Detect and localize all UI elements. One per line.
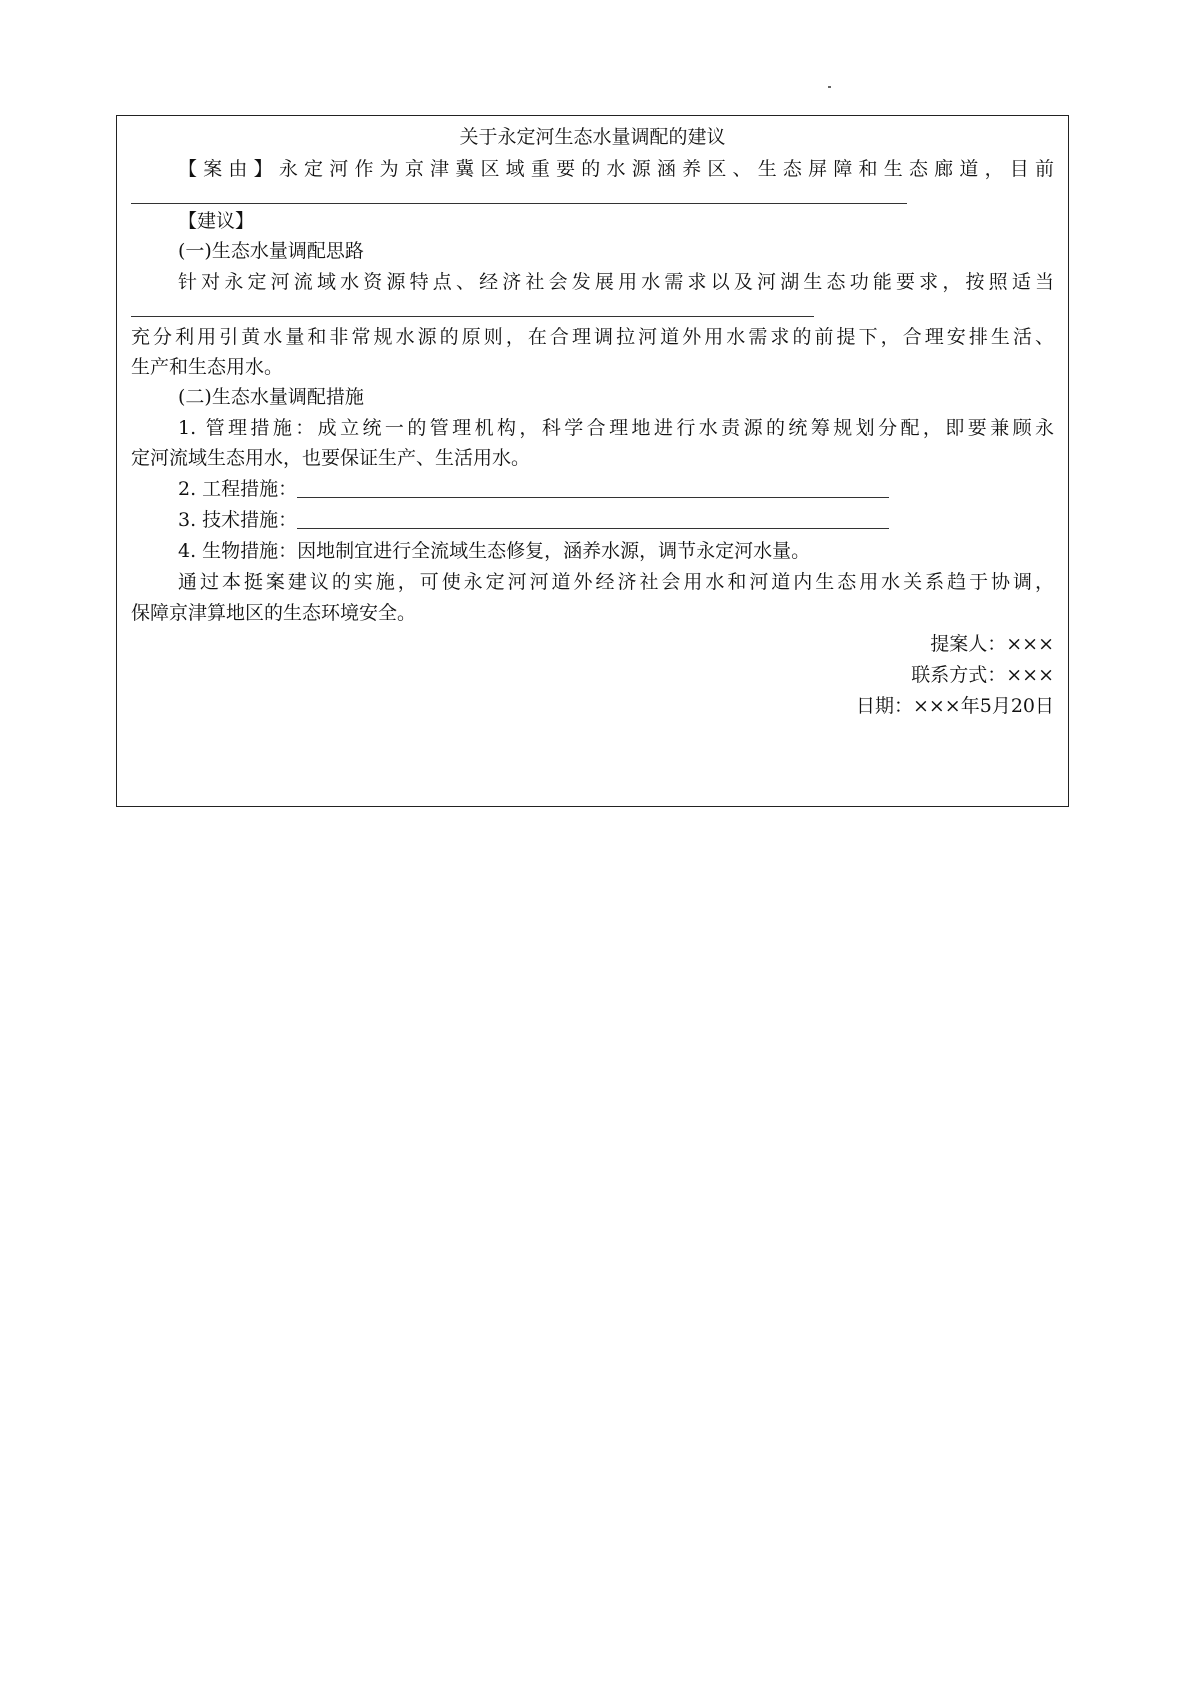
section2-heading: (二)生态水量调配措施 bbox=[178, 386, 364, 408]
section1-paragraph-line3: 生产和生态用水。 bbox=[131, 356, 284, 378]
measure2-label: 2. 工程措施： bbox=[178, 478, 298, 500]
scan-dot bbox=[828, 86, 831, 88]
proposer-line: 提案人：××× bbox=[930, 633, 1054, 655]
section1-fill-line bbox=[131, 316, 814, 317]
measure3-label: 3. 技术措施： bbox=[178, 509, 298, 531]
conclusion-line1: 通过本挺案建议的实施，可使永定河河道外经济社会用水和河道内生态用水关系趋于协调， bbox=[178, 571, 1054, 593]
measure2-blank-field bbox=[297, 477, 889, 498]
section1-paragraph-line1: 针对永定河流域水资源特点、经济社会发展用水需求以及河湖生态功能要求，按照适当 bbox=[178, 271, 1054, 293]
document-title: 关于永定河生态水量调配的建议 bbox=[459, 126, 726, 148]
suggestion-heading: 【建议】 bbox=[178, 210, 255, 232]
measure1-line2: 定河流域生态用水，也要保证生产、生活用水。 bbox=[131, 447, 531, 469]
measure3-blank-field bbox=[297, 508, 889, 529]
measure2-line bbox=[131, 476, 1054, 502]
case-fill-line bbox=[131, 203, 907, 204]
contact-line: 联系方式：××× bbox=[911, 664, 1054, 686]
section1-heading: (一)生态水量调配思路 bbox=[178, 240, 364, 262]
date-line: 日期：×××年5月20日 bbox=[855, 695, 1054, 717]
conclusion-line2: 保障京津算地区的生态环境安全。 bbox=[131, 602, 417, 624]
measure3-line bbox=[131, 507, 1054, 533]
measure4-line: 4. 生物措施：因地制宜进行全流域生态修复，涵养水源，调节永定河水量。 bbox=[178, 540, 811, 562]
case-reason-line: 【案由】永定河作为京津冀区域重要的水源涵养区、生态屏障和生态廊道，目前 bbox=[178, 158, 1054, 180]
measure1-line1: 1. 管理措施：成立统一的管理机构，科学合理地进行水责源的统筹规划分配，即要兼顾永 bbox=[178, 417, 1054, 439]
section1-paragraph-line2: 充分利用引黄水量和非常规水源的原则，在合理调拉河道外用水需求的前提下，合理安排生活、 bbox=[131, 326, 1054, 348]
